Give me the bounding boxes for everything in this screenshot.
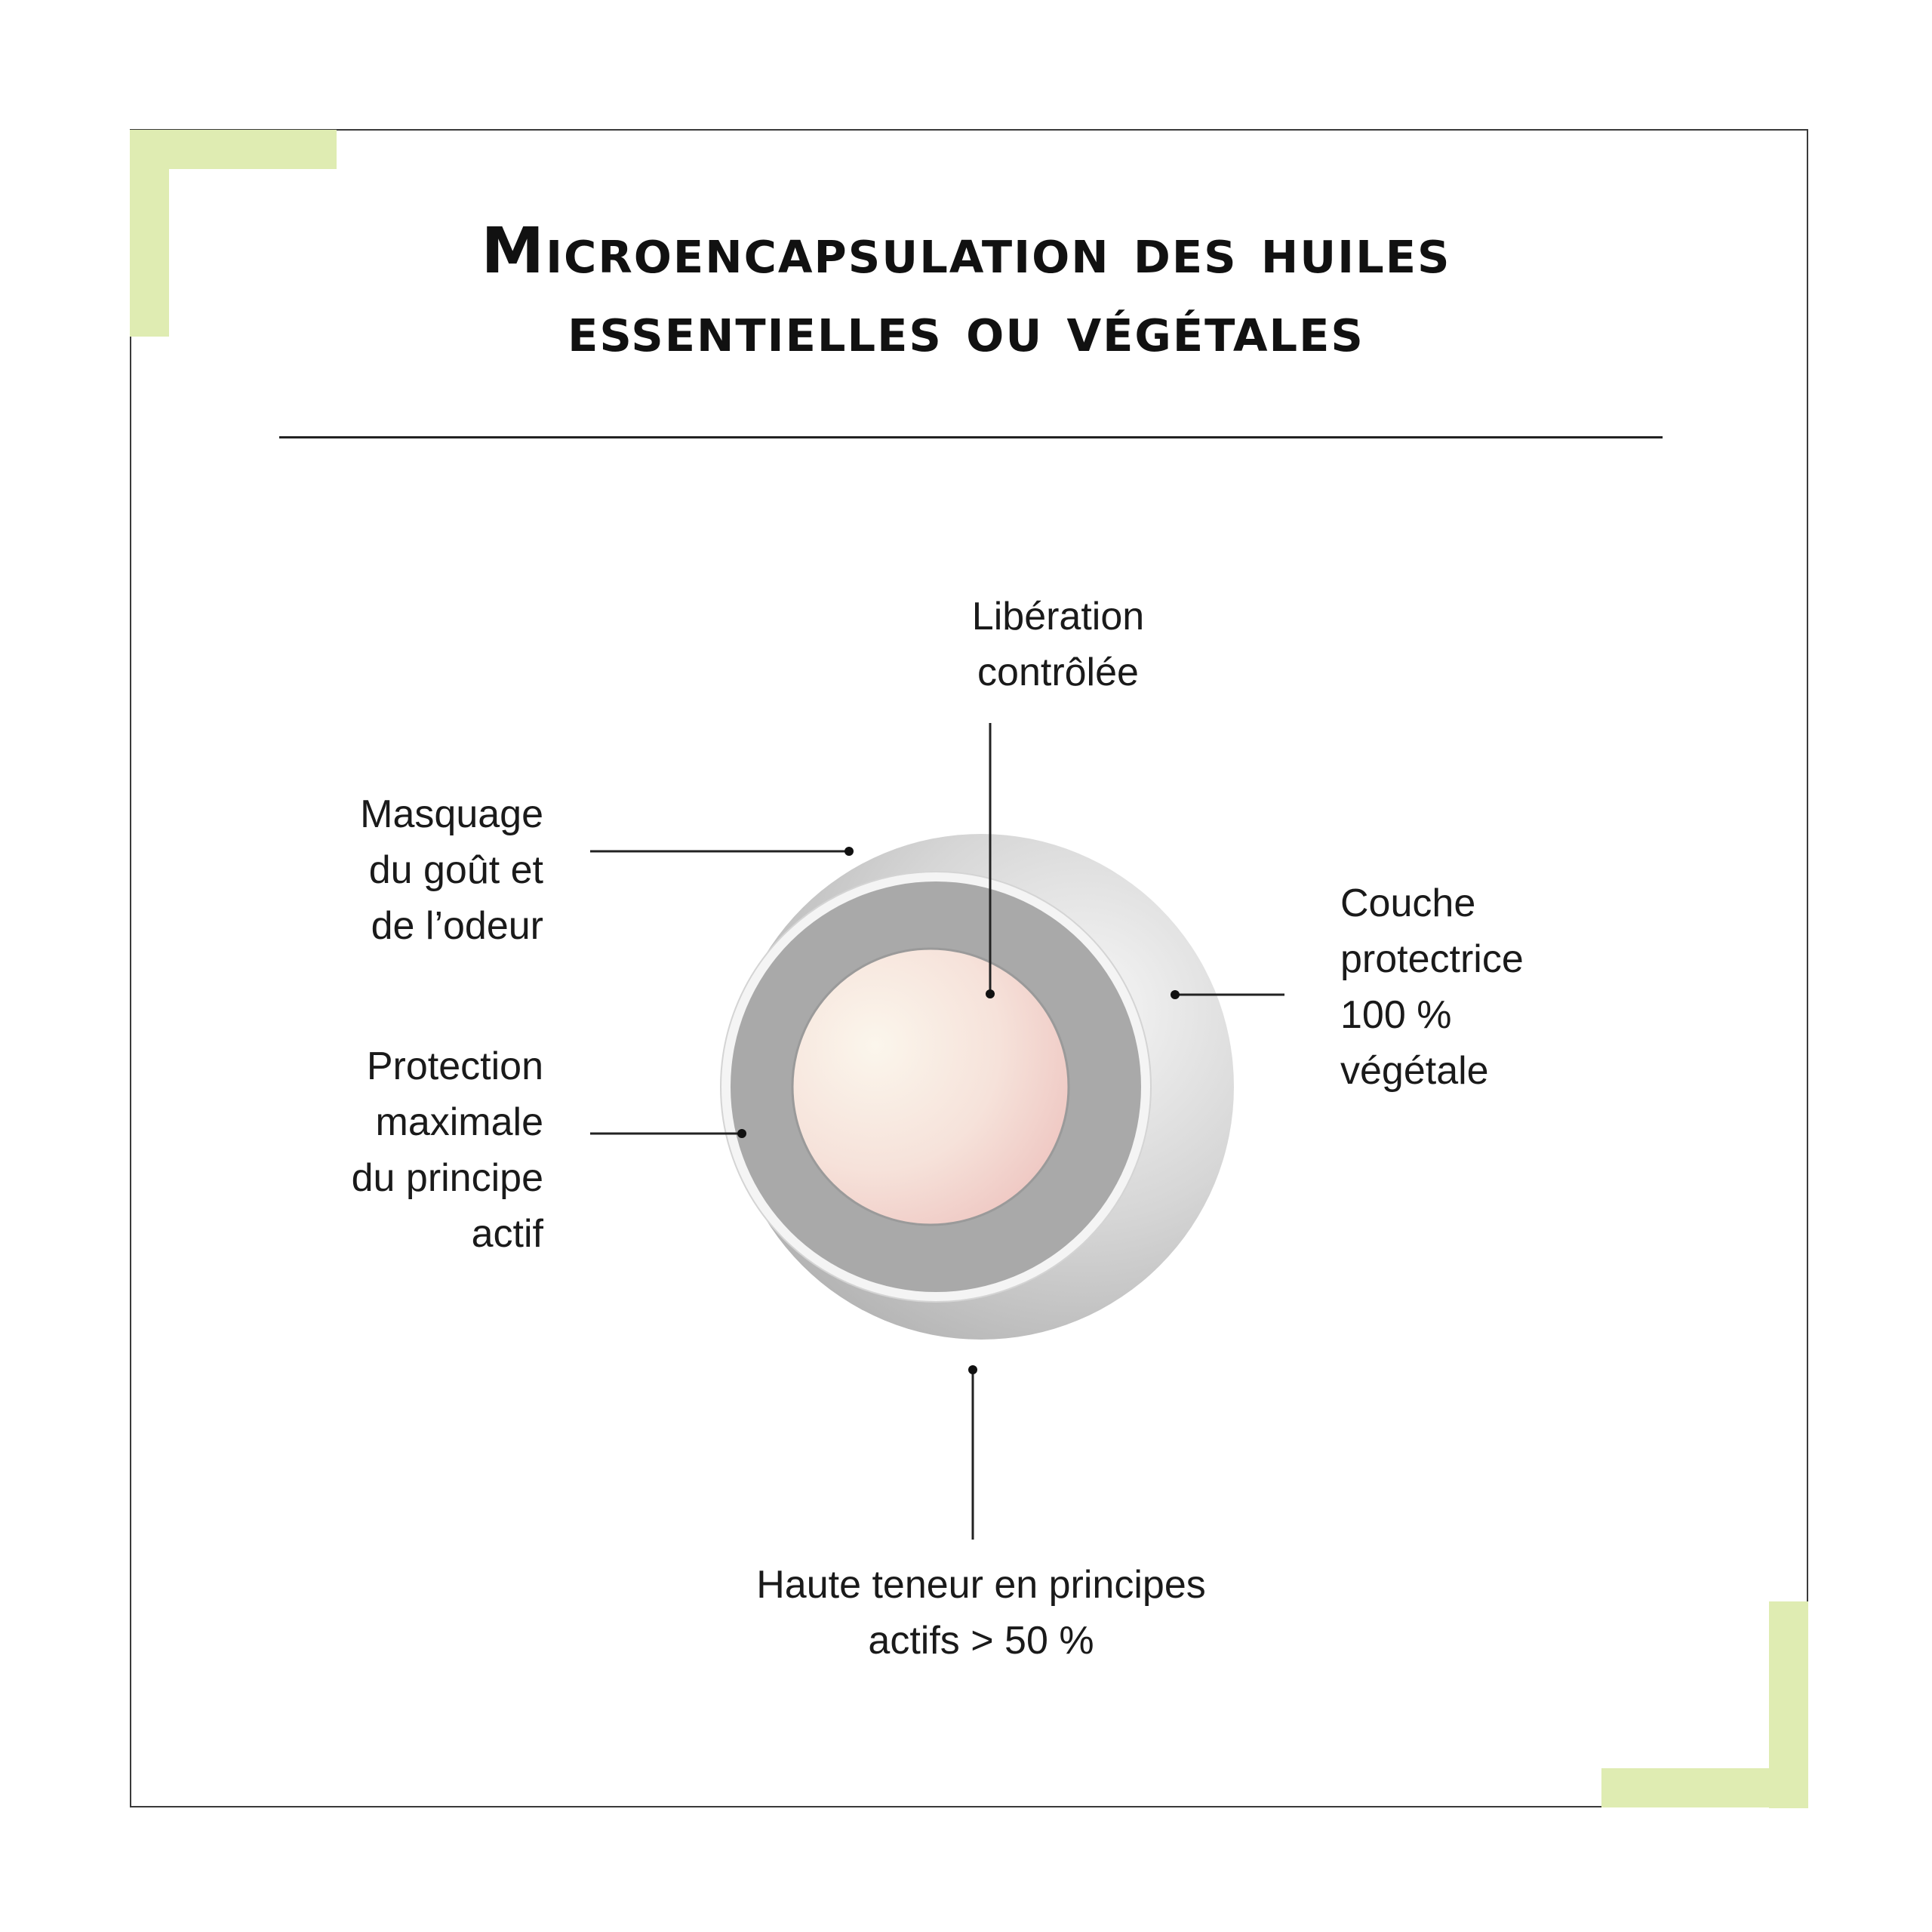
label-liberation-line-1: Libération [971, 595, 1145, 638]
label-couche-line-2: protectrice [1340, 937, 1524, 981]
label-couche-line-1: Couche [1340, 881, 1476, 925]
capsule-core [792, 949, 1069, 1225]
label-masquage-line-3: de l’odeur [371, 904, 543, 948]
label-masquage-line-2: du goût et [368, 848, 543, 892]
label-protection-line-3: du principe [351, 1156, 543, 1200]
label-protection-line-2: maximale [375, 1100, 543, 1144]
label-teneur [679, 1557, 1283, 1669]
leader-dot-masquage [844, 847, 854, 856]
label-protection-line-1: Protection [366, 1044, 543, 1088]
leader-dot-couche [1171, 990, 1180, 999]
label-couche-line-3: 100 % [1340, 993, 1452, 1037]
title-line-2: essentielles ou végétales [568, 292, 1364, 366]
title-line-1: Microencapsulation des huiles [481, 214, 1451, 288]
label-liberation-line-2: contrôlée [977, 651, 1139, 694]
label-masquage [287, 786, 543, 954]
label-couche-line-4: végétale [1340, 1049, 1489, 1093]
leader-dot-liberation [986, 989, 995, 998]
leader-dot-protection [737, 1129, 746, 1138]
label-teneur-line-1: Haute teneur en principes [756, 1563, 1206, 1607]
label-couche [1340, 875, 1627, 1099]
leader-dot-teneur [968, 1365, 977, 1374]
label-protection-line-4: actif [471, 1212, 543, 1256]
label-teneur-line-2: actifs > 50 % [868, 1619, 1094, 1663]
label-liberation [907, 589, 1209, 700]
label-protection [287, 1038, 543, 1262]
label-masquage-line-1: Masquage [360, 792, 543, 836]
